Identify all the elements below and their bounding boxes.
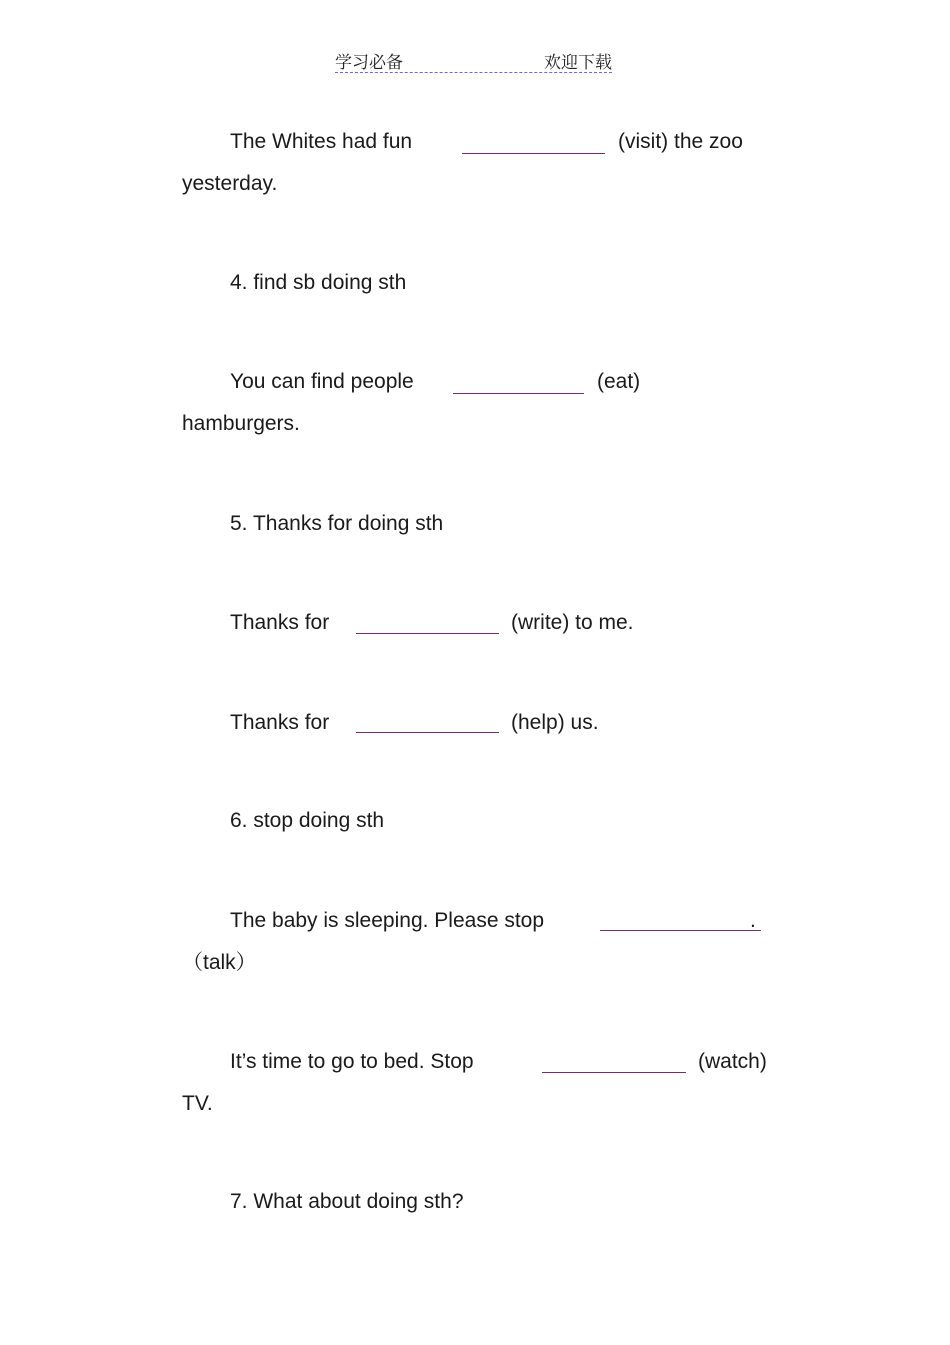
exercise-talk-blank[interactable] (600, 930, 761, 931)
section-heading-6: 6. stop doing sth (230, 809, 385, 832)
exercise-help-hint: (help) us. (511, 711, 599, 734)
exercise-talk-period: . (750, 909, 756, 932)
exercise-help-blank[interactable] (356, 732, 499, 733)
exercise-write-text: Thanks for (230, 611, 330, 634)
section-heading-7: 7. What about doing sth? (230, 1190, 464, 1213)
exercise-visit-hint: (visit) the zoo (618, 130, 743, 153)
page-header (335, 48, 612, 73)
exercise-watch-blank[interactable] (542, 1072, 686, 1073)
section-heading-5: 5. Thanks for doing sth (230, 512, 444, 535)
exercise-eat-continuation: hamburgers. (182, 412, 300, 435)
exercise-help-text: Thanks for (230, 711, 330, 734)
exercise-watch-hint: (watch) (698, 1050, 767, 1073)
header-left-text: 学习必备 (335, 53, 403, 73)
section-heading-4: 4. find sb doing sth (230, 271, 407, 294)
exercise-eat-hint: (eat) (597, 370, 641, 393)
exercise-talk-text: The baby is sleeping. Please stop (230, 909, 545, 932)
exercise-visit-continuation: yesterday. (182, 172, 278, 195)
exercise-talk-hint: （talk） (182, 951, 257, 974)
exercise-watch-continuation: TV. (182, 1092, 213, 1115)
exercise-write-blank[interactable] (356, 633, 499, 634)
exercise-eat-text: You can find people (230, 370, 414, 393)
header-right-text: 欢迎下载 (544, 53, 612, 73)
exercise-write-hint: (write) to me. (511, 611, 634, 634)
exercise-visit-blank[interactable] (462, 153, 605, 154)
exercise-visit-text: The Whites had fun (230, 130, 413, 153)
exercise-watch-text: It’s time to go to bed. Stop (230, 1050, 474, 1073)
exercise-eat-blank[interactable] (453, 393, 584, 394)
